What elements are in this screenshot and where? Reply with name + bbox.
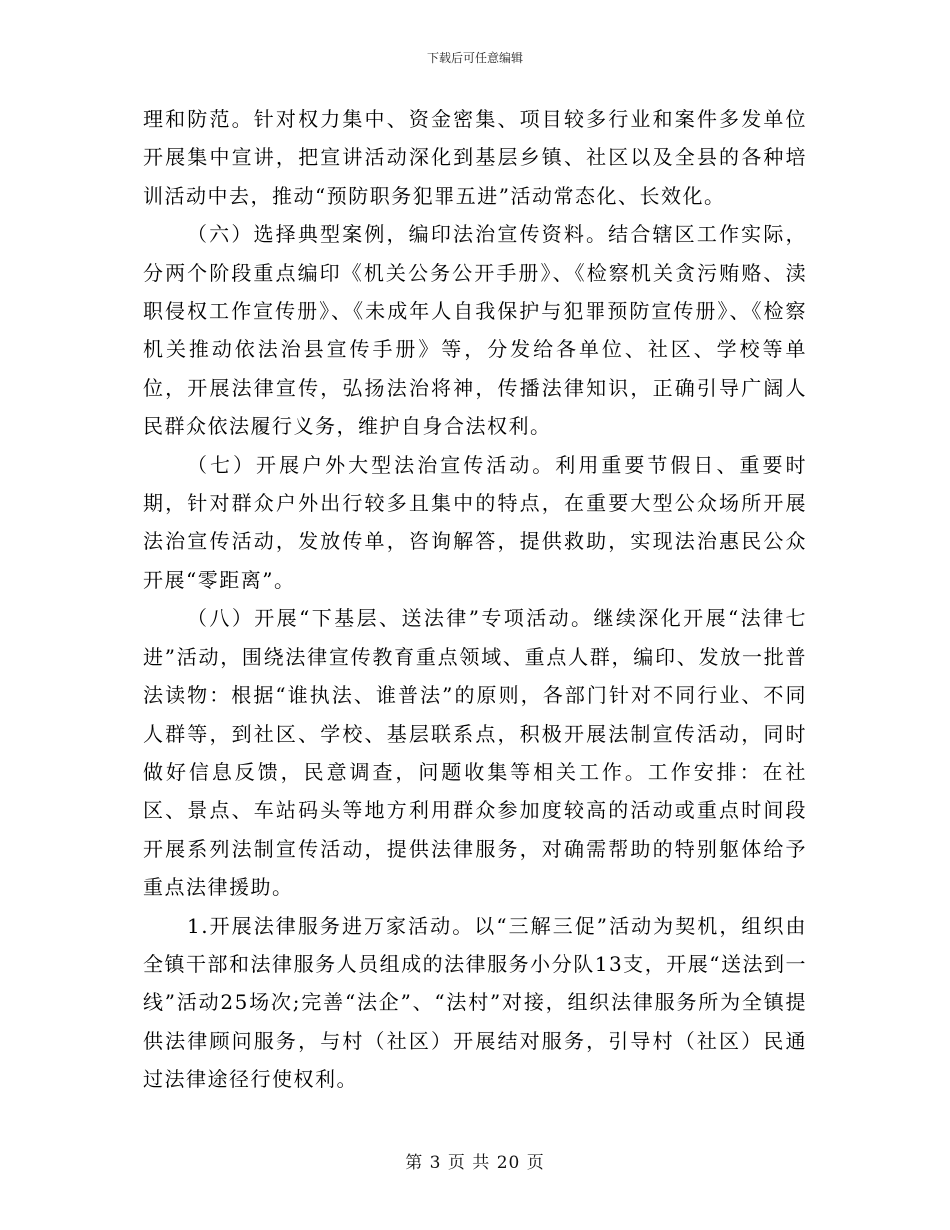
paragraph-section-8: （八）开展“下基层、送法律”专项活动。继续深化开展“法律七进”活动，围绕法律宣传教育重点领域、重点人群，编印、发放一批普法读物：根据“谁执法、谁普法”的原则，各部门针对不同行业、不同人群等，到社区、学校、基层联系点，积极开展法制宣传活动，同时做好信息反馈，民意调查，问题收集等相关工作。工作安排：在社区、景点、车站码头等地方利用群众参加度较高的活动或重点时间段开展系列法制宣传活动，提供法律服务，对确需帮助的特别躯体给予重点法律援助。 [143,606,807,900]
paragraph-section-6: （六）选择典型案例，编印法治宣传资料。结合辖区工作实际，分两个阶段重点编印《机关公务公开手册》、《检察机关贪污贿赂、渎职侵权工作宣传册》、《未成年人自我保护与犯罪预防宣传册》、《检察机关推动依法治县宣传手册》等，分发给各单位、社区、学校等单位，开展法律宣传，弘扬法治将神，传播法律知识，正确引导广阔人民群众依法履行义务，维护自身合法权利。 [143,222,807,439]
page-header: 下载后可任意编辑 [426,51,523,65]
paragraph-continuation: 理和防范。针对权力集中、资金密集、项目较多行业和案件多发单位开展集中宣讲，把宣讲活动深化到基层乡镇、社区以及全县的各种培训活动中去，推动“预防职务犯罪五进”活动常态化、长效化。 [143,107,807,208]
paragraph-section-7: （七）开展户外大型法治宣传活动。利用重要节假日、重要时期，针对群众户外出行较多且集中的特点，在重要大型公众场所开展法治宣传活动，发放传单，咨询解答，提供救助，实现法治惠民公众开展“零距离”。 [143,452,807,592]
paragraph-item-1: 1.开展法律服务进万家活动。以“三解三促”活动为契机，组织由全镇干部和法律服务人员组成的法律服务小分队13支，开展“送法到一线”活动25场次;完善“法企”、“法村”对接，组织法律服务所为全镇提供法律顾问服务，与村（社区）开展结对服务，引导村（社区）民通过法律途径行使权利。 [143,913,807,1092]
page-number-footer: 第 3 页 共 20 页 [405,1153,545,1173]
document-body [143,100,807,1099]
